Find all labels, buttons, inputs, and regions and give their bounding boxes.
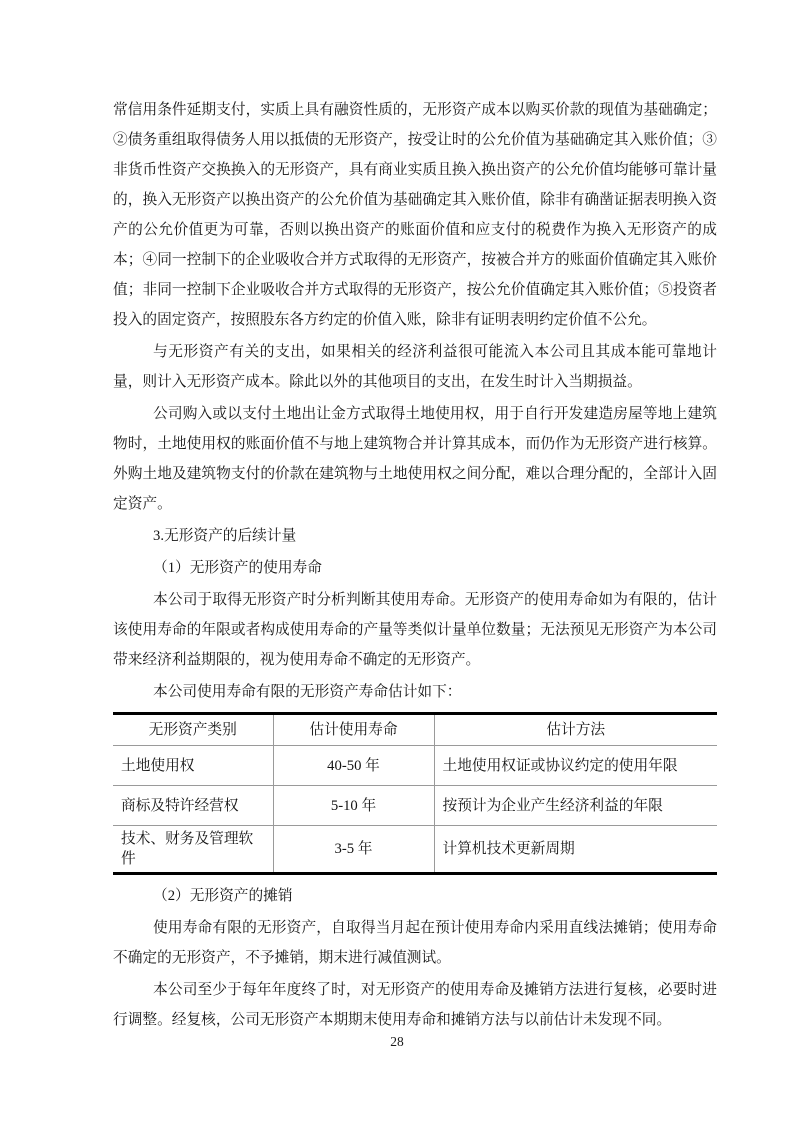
cell-method: 按预计为企业产生经济利益的年限 (434, 786, 717, 826)
cell-estimated-life: 40-50 年 (273, 746, 434, 786)
table-header-category: 无形资产类别 (113, 714, 273, 746)
paragraph-table-intro: 本公司使用寿命有限的无形资产寿命估计如下： (153, 684, 462, 700)
table-header-method: 估计方法 (434, 714, 717, 746)
heading-subsequent-measurement: 3.无形资产的后续计量 (153, 528, 297, 544)
cell-category: 商标及特许经营权 (113, 786, 273, 826)
paragraph-amortization: 使用寿命有限的无形资产，自取得当月起在预计使用寿命内采用直线法摊销；使用寿命不确定的无形资产，不予摊销，期末进行减值测试。 (113, 920, 717, 966)
heading-amortization: （2）无形资产的摊销 (153, 888, 293, 904)
table-header-row (113, 714, 717, 746)
table-row (113, 786, 717, 826)
table-row (113, 826, 717, 874)
cell-estimated-life: 3-5 年 (273, 826, 434, 874)
cell-category: 技术、财务及管理软件 (113, 826, 273, 874)
cell-method: 计算机技术更新周期 (442, 841, 575, 857)
paragraph-useful-life: 本公司于取得无形资产时分析判断其使用寿命。无形资产的使用寿命如为有限的，估计该使用寿命的年限或者构成使用寿命的产量等类似计量单位数量；无法预见无形资产为本公司带来经济利益期限的，视为使用寿命不确定的无形资产。 (113, 592, 717, 668)
heading-useful-life: （1）无形资产的使用寿命 (153, 560, 322, 576)
table-row (113, 746, 717, 786)
paragraph-expenditure: 与无形资产有关的支出，如果相关的经济利益很可能流入本公司且其成本能可靠地计量，则计入无形资产成本。除此以外的其他项目的支出，在发生时计入当期损益。 (113, 344, 717, 390)
paragraph-continuation: 常信用条件延期支付，实质上具有融资性质的，无形资产成本以购买价款的现值为基础确定；②债务重组取得债务人用以抵债的无形资产，按受让时的公允价值为基础确定其入账价值；③非货币性资产交换换入的无形资产，具有商业实质且换入换出资产的公允价值均能够可靠计量的，换入无形资产以换出资产的公允价值为基础确定其入账价值，除非有确凿证据表明换入资产的公允价值更为可靠，否则以换出资产的账面价值和应支付的税费作为换入无形资产的成本；④同一控制下的企业吸收合并方式取得的无形资产，按被合并方的账面价值确定其入账价值；非同一控制下企业吸收合并方式取得的无形资产，按公允价值确定其入账价值；⑤投资者投入的固定资产，按照股东各方约定的价值入账，除非有证明表明约定价值不公允。 (113, 102, 717, 328)
cell-category: 土地使用权 (113, 746, 273, 786)
table-header-estimated-life: 估计使用寿命 (273, 714, 434, 746)
paragraph-land-use-right: 公司购入或以支付土地出让金方式取得土地使用权，用于自行开发建造房屋等地上建筑物时，土地使用权的账面价值不与地上建筑物合并计算其成本，而仍作为无形资产进行核算。外购土地及建筑物支付的价款在建筑物与土地使用权之间分配，难以合理分配的，全部计入固定资产。 (113, 406, 717, 512)
useful-life-table (113, 712, 717, 875)
page-number: 28 (390, 1034, 404, 1049)
document-content (113, 95, 717, 1037)
paragraph-review: 本公司至少于每年年度终了时，对无形资产的使用寿命及摊销方法进行复核，必要时进行调整。经复核，公司无形资产本期期末使用寿命和摊销方法与以前估计未发现不同。 (113, 982, 717, 1028)
cell-method: 土地使用权证或协议约定的使用年限 (434, 746, 717, 786)
cell-estimated-life: 5-10 年 (273, 786, 434, 826)
